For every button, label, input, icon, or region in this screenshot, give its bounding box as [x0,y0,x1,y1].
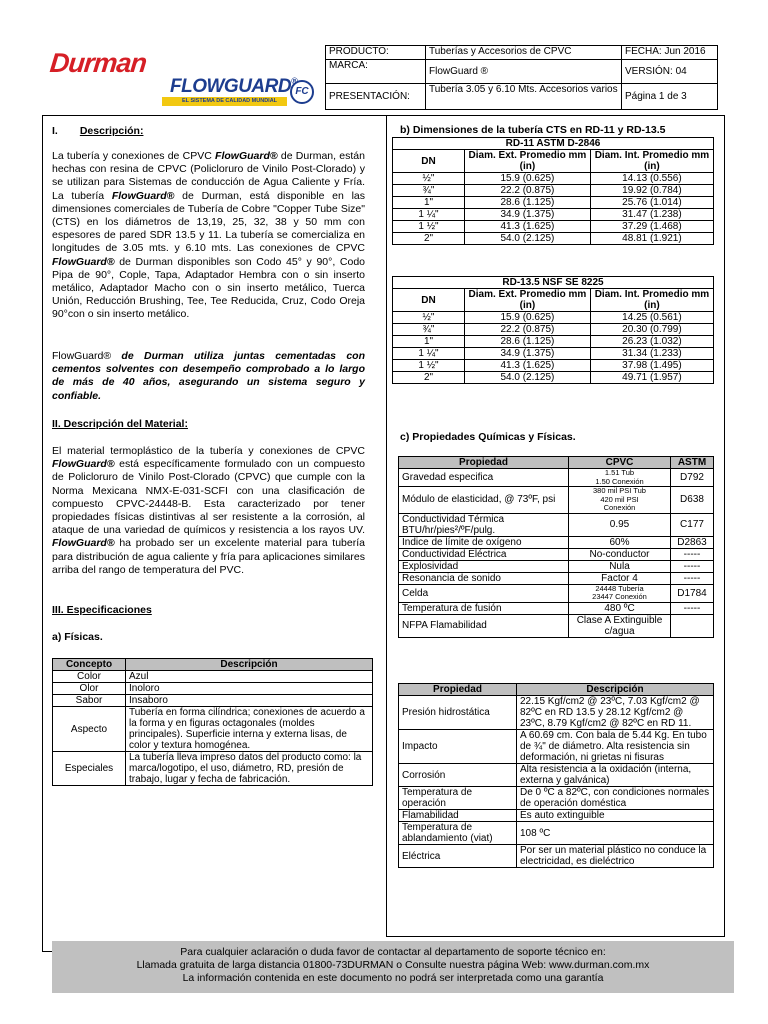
table-cell: 2" [393,233,465,245]
table-row [399,584,714,602]
column-header: Propiedad [399,684,517,696]
table-cell: Temperatura de ablandamiento (viat) [399,822,517,845]
header-label: PRESENTACIÓN: [326,84,426,110]
table-cell: 22.2 (0.875) [465,324,591,336]
table-row [393,173,714,185]
header-value: Tuberías y Accesorios de CPVC [426,46,622,60]
table-cell: La tubería lleva impreso datos del producto como: la marca/logotipo, el uso, diámetro, RD, presión de trabajo, lugar y fecha de fabricación. [126,752,373,786]
table-cell: Alta resistencia a la oxidación (interna, externa y galvánica) [517,764,714,787]
table-cell: 380 mil PSI Tub 420 mil PSI Conexión [569,487,671,514]
table-title: RD-11 ASTM D-2846 [393,138,714,150]
brand-name: FlowGuard® [215,150,278,162]
header-label: PRODUCTO: [326,46,426,60]
table-cell: Flamabilidad [399,810,517,822]
table-row [399,548,714,560]
table-row [399,560,714,572]
brand-name: FlowGuard® [52,537,115,550]
table-row [53,683,373,695]
section-1-paragraph-2 [52,350,365,403]
table-cell: 26.23 (1.032) [590,336,713,348]
table-cell: ½" [393,312,465,324]
table-cell: 1 ¼" [393,209,465,221]
flowguard-wordmark: FLOWGUARD® [170,76,298,97]
table-cell: 1 ½" [393,221,465,233]
table-cell: 1" [393,336,465,348]
frame-divider [386,115,387,937]
brand-name: FlowGuard® [111,189,175,202]
brand-name: FlowGuard® [52,458,115,471]
header-version: VERSIÓN: 04 [622,60,718,84]
table-row [393,336,714,348]
table-cell: Inoloro [126,683,373,695]
column-header: Descripción [126,659,373,671]
table-cell: C177 [671,513,714,536]
column-header: Propiedad [399,457,569,469]
table-cell: Factor 4 [569,572,671,584]
section-1-paragraph-1 [52,150,365,322]
paragraph-run: de Durman, están hechas con resina de CPVC (Policloruro de Vinilo Post-Clorado) y se utilizan para Sistemas de conducción de Agua Caliente y Fría. La tubería [52,150,365,202]
table-cell: 25.76 (1.014) [590,197,713,209]
table-cell: A 60.69 cm. Con bala de 5.44 Kg. En tubo de ¾" de diámetro. Alta resistencia sin deformación, ni grietas ni fisuras [517,730,714,764]
table-cell: Sabor [53,695,126,707]
table-cell: 15.9 (0.625) [465,173,591,185]
table-cell: Aspecto [53,707,126,752]
table-cell: 22.2 (0.875) [465,185,591,197]
table-cell: D792 [671,469,714,487]
table-row [399,810,714,822]
table-cell: 14.13 (0.556) [590,173,713,185]
table-cell: 48.81 (1.921) [590,233,713,245]
table-cell: Resonancia de sonido [399,572,569,584]
table-row [399,602,714,614]
header-value: FlowGuard ® [426,60,622,84]
table-cell: 2" [393,372,465,384]
table-cell: 19.92 (0.784) [590,185,713,197]
table-cell: Azul [126,671,373,683]
table-row [399,787,714,810]
paragraph-run: La tubería y conexiones de CPVC [52,150,216,162]
table-row [399,469,714,487]
table-cell: 34.9 (1.375) [465,348,591,360]
table-cell: Color [53,671,126,683]
section-2-heading: II. Descripción del Material: [52,418,188,430]
column-header: ASTM [671,457,714,469]
table-cell: Corrosión [399,764,517,787]
table-cell: NFPA Flamabilidad [399,614,569,637]
table-row [399,536,714,548]
column-header: Diam. Ext. Promedio mm (in) [465,289,591,312]
fc-badge-icon: FC [290,80,314,104]
table-cell: 28.6 (1.125) [465,336,591,348]
table-cell: 34.9 (1.375) [465,209,591,221]
table-cell: ----- [671,602,714,614]
paragraph-run: de Durman disponibles son Codo 45° y 90°, Codo Pipa de 90°, Cople, Tapa, Adaptador Hembra con o sin inserto metálico, Adaptador Macho con o sin inserto metálico, Tuerca Unión, Reducción Brushing, Tee, Tee Reducida, Cruz, Codo Oreja 90°con o sin inserto metálico. [52,255,365,321]
table-cell: 49.71 (1.957) [590,372,713,384]
section-3a-heading: a) Físicas. [52,631,103,643]
table-cell: 24448 Tubería 23447 Conexión [569,584,671,602]
table-row [393,360,714,372]
footer-line: Llamada gratuita de larga distancia 01800-73DURMAN o Consulte nuestra página Web: www.durman.com.mx [136,959,650,971]
table-cell: 31.47 (1.238) [590,209,713,221]
table-cell: 37.98 (1.495) [590,360,713,372]
table-cell: 1.51 Tub 1.50 Conexión [569,469,671,487]
table-cell: D2863 [671,536,714,548]
physical-specs-table [52,658,373,786]
section-3-heading: III. Especificaciones [52,604,152,616]
table-cell: 54.0 (2.125) [465,372,591,384]
frame-right [724,115,725,937]
table-cell: Explosividad [399,560,569,572]
table-cell: Temperatura de fusión [399,602,569,614]
table-cell: Insaboro [126,695,373,707]
column-header: DN [393,150,465,173]
column-header: Concepto [53,659,126,671]
table-row [399,487,714,514]
table-cell: 480 ºC [569,602,671,614]
flowguard-logo [160,76,298,108]
table-cell: 37.29 (1.468) [590,221,713,233]
table-cell: Es auto extinguible [517,810,714,822]
table-cell: ----- [671,572,714,584]
table-cell: Indice de límite de oxígeno [399,536,569,548]
table-cell: ----- [671,560,714,572]
table-cell: ¾" [393,324,465,336]
table-cell: Por ser un material plástico no conduce la electricidad, es dieléctrico [517,845,714,868]
table-row [53,707,373,752]
table-title: RD-13.5 NSF SE 8225 [393,277,714,289]
paragraph-run: de Durman, está disponible en las dimensiones comerciales de Tubería de Cobre "Copper Tube Size" (CTS) en los diámetros de 13,19, 25, 32, 38 y 50 mm con espesores de pared SDR 13.5 y 11. La tubería se comercializa en longitudes de 3.05 mts. y 6.10 mts. Las conexiones de CPVC [52,189,365,255]
table-row [393,312,714,324]
table-row [399,730,714,764]
table-row [393,324,714,336]
table-row [399,764,714,787]
table-row [399,822,714,845]
table-cell: 31.34 (1.233) [590,348,713,360]
header-date: FECHA: Jun 2016 [622,46,718,60]
table-cell: 41.3 (1.625) [465,221,591,233]
paragraph-run: El material termoplástico de la tubería y conexiones de CPVC [52,445,365,457]
table-cell: 14.25 (0.561) [590,312,713,324]
table-cell: Conductividad Eléctrica [399,548,569,560]
rd135-table [392,276,714,384]
table-row [399,513,714,536]
paragraph-run: ha probado ser un excelente material para tubería para distribución de agua caliente y fría para aplicaciones similares arriba del rango de temperatura del PVC. [52,537,365,576]
table-cell: Nula [569,560,671,572]
brand-name: FlowGuard® [52,255,115,268]
table-cell: Clase A Extinguible c/agua [569,614,671,637]
table-row [393,221,714,233]
table-cell: De 0 ºC a 82ºC, con condiciones normales de operación doméstica [517,787,714,810]
table-row [393,185,714,197]
table-cell: Gravedad especifica [399,469,569,487]
table-row [53,752,373,786]
brand-name: de Durman utiliza juntas cementadas con cementos solventes con desempeño comprobado a lo largo de más de 40 años, asegurando un sistema seguro y confiable. [52,350,365,402]
table-cell: Impacto [399,730,517,764]
table-row [393,372,714,384]
table-cell: 54.0 (2.125) [465,233,591,245]
flowguard-tagline: EL SISTEMA DE CALIDAD MUNDIAL [182,98,278,104]
table-row [393,348,714,360]
table-row [393,209,714,221]
table-cell: Tubería en forma cilíndrica; conexiones de acuerdo a la forma y en figuras octagonales (moldes principales). Superficie interna y externa lisas, de color y textura homogénea. [126,707,373,752]
table-cell: Eléctrica [399,845,517,868]
section-c-heading: c) Propiedades Químicas y Físicas. [400,431,576,443]
table-cell: 22.15 Kgf/cm2 @ 23ºC, 7.03 Kgf/cm2 @ 82ºC en RD 13.5 y 28.12 Kgf/cm2 @ 23ºC, 8.79 Kgf/cm2 @ 82ºC en RD 11. [517,696,714,730]
table-cell: 15.9 (0.625) [465,312,591,324]
table-cell: 0.95 [569,513,671,536]
table-cell: 1" [393,197,465,209]
properties-table [398,683,714,868]
table-row [393,233,714,245]
section-b-heading: b) Dimensiones de la tubería CTS en RD-11 y RD-13.5 [400,124,666,136]
table-cell: Temperatura de operación [399,787,517,810]
column-header: Diam. Ext. Promedio mm (in) [465,150,591,173]
table-cell: Especiales [53,752,126,786]
column-header: DN [393,289,465,312]
table-cell: Presión hidrostática [399,696,517,730]
table-cell: Celda [399,584,569,602]
table-cell: 41.3 (1.625) [465,360,591,372]
table-cell: Conductividad Térmica BTU/hr/pies²/ºF/pulg. [399,513,569,536]
table-cell: ½" [393,173,465,185]
table-row [399,614,714,637]
footer-contact [52,941,734,993]
table-row [399,696,714,730]
rd11-table [392,137,714,245]
table-row [53,695,373,707]
table-cell [671,614,714,637]
table-cell: No-conductor [569,548,671,560]
frame-tick [42,951,52,952]
column-header: CPVC [569,457,671,469]
footer-line: Para cualquier aclaración o duda favor de contactar al departamento de soporte técnico en: [180,946,606,958]
footer-line: La información contenida en este documento no podrá ser interpretada como una garantía [182,972,604,984]
table-cell: 1 ¼" [393,348,465,360]
table-cell: D638 [671,487,714,514]
table-cell: 20.30 (0.799) [590,324,713,336]
table-row [399,572,714,584]
frame-left [42,115,43,952]
column-header: Descripción [517,684,714,696]
table-cell: Olor [53,683,126,695]
table-cell: ----- [671,548,714,560]
table-row [399,845,714,868]
header-label: MARCA: [326,60,426,84]
table-cell: 28.6 (1.125) [465,197,591,209]
header-page: Página 1 de 3 [622,84,718,110]
table-cell: D1784 [671,584,714,602]
chemical-properties-table [398,456,714,638]
durman-logo: Durman [48,48,148,78]
table-cell: 108 ºC [517,822,714,845]
column-header: Diam. Int. Promedio mm (in) [590,289,713,312]
table-row [393,197,714,209]
paragraph-run: está específicamente formulado con un compuesto de Policloruro de Vinilo Post-Clorado (CPVC) que cumple con la Norma Mexicana NMX-E-031-SCFI con una clasificación de compuesto CPVC-24448-B. Esta caracterizado por tener propiedades físicas distintivas al ser resistente a la corrosión, al ataque de una variedad de químicos y resistencia a los rayos UV. [52,458,365,537]
section-1-heading: I. Descripción: [52,125,144,137]
column-header: Diam. Int. Promedio mm (in) [590,150,713,173]
frame-bottom [386,936,725,937]
product-header-table [325,45,718,110]
header-value: Tubería 3.05 y 6.10 Mts. Accesorios varios [426,84,622,110]
table-row [53,671,373,683]
section-2-paragraph [52,445,365,577]
table-cell: 60% [569,536,671,548]
table-cell: ¾" [393,185,465,197]
frame-top [42,115,725,116]
table-cell: Módulo de elasticidad, @ 73ºF, psi [399,487,569,514]
table-cell: 1 ½" [393,360,465,372]
paragraph-run: FlowGuard® [52,350,112,362]
